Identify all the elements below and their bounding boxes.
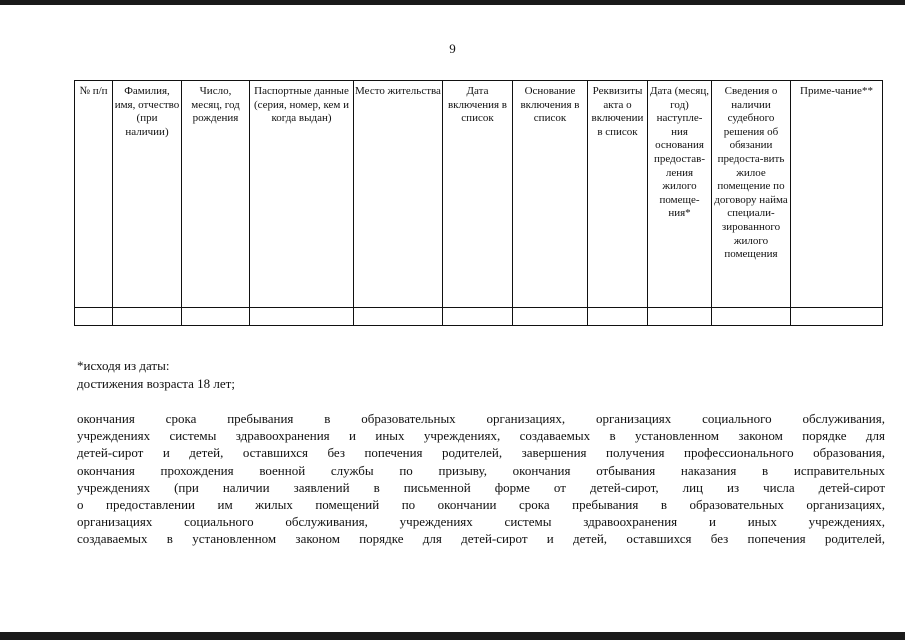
footnote-line: окончания прохождения военной службы по призыву, окончания отбывания наказания в исправительных [77, 462, 885, 478]
header-cell-residence: Место жительства [354, 81, 443, 308]
table-cell [113, 308, 182, 326]
scan-top-border [0, 0, 905, 5]
table-cell [75, 308, 113, 326]
table-cell [182, 308, 250, 326]
footnote-line: создаваемых в установленном законом порядке для детей-сирот и детей, оставшихся без попечения родителей, [77, 531, 885, 547]
header-cell-full-name: Фамилия, имя, отчество (при наличии) [113, 81, 182, 308]
header-cell-inclusion-date: Дата включения в список [443, 81, 513, 308]
footnote-line: детей-сирот и детей, оставшихся без попечения родителей, завершения получения профессионального образования, [77, 445, 885, 461]
header-cell-housing-date: Дата (месяц, год) наступле-ния основания предостав-ления жилого помеще-ния* [648, 81, 712, 308]
table-cell [354, 308, 443, 326]
footnote-line: организациях социального обслуживания, учреждениях системы здравоохранения и иных учреждениях, [77, 514, 885, 530]
footnote-line: учреждениях системы здравоохранения и иных учреждениях, создаваемых в установленном законом порядке для [77, 428, 885, 444]
page-number: 9 [449, 41, 456, 56]
header-cell-note: Приме-чание** [791, 81, 883, 308]
footnote-title: *исходя из даты: [77, 358, 170, 373]
table-cell [712, 308, 791, 326]
header-cell-passport: Паспортные данные (серия, номер, кем и когда выдан) [250, 81, 354, 308]
header-cell-birth-date: Число, месяц, год рождения [182, 81, 250, 308]
header-cell-court-decision: Сведения о наличии судебного решения об обязании предоста-вить жилое помещение по договору найма специали-зированного жилого помещения [712, 81, 791, 308]
scan-bottom-border [0, 632, 905, 640]
register-table [74, 80, 883, 326]
header-cell-number: № п/п [75, 81, 113, 308]
table-cell [588, 308, 648, 326]
table-row [75, 308, 883, 326]
table-cell [250, 308, 354, 326]
footnote-age-condition: достижения возраста 18 лет; [77, 376, 235, 391]
header-cell-inclusion-basis: Основание включения в список [513, 81, 588, 308]
header-cell-act-details: Реквизиты акта о включении в список [588, 81, 648, 308]
footnote-line: окончания срока пребывания в образовательных организациях, организациях социального обслуживания, [77, 411, 885, 426]
footnote-line: о предоставлении им жилых помещений по окончании срока пребывания в образовательных организациях, [77, 497, 885, 513]
footnote-body [77, 410, 885, 548]
table-header-row [75, 81, 883, 308]
table-cell [443, 308, 513, 326]
table-cell [791, 308, 883, 326]
footnote-line: учреждениях (при наличии заявлений в письменной форме от детей-сирот, лиц из числа детей-сирот [77, 479, 885, 495]
table-cell [648, 308, 712, 326]
table-cell [513, 308, 588, 326]
